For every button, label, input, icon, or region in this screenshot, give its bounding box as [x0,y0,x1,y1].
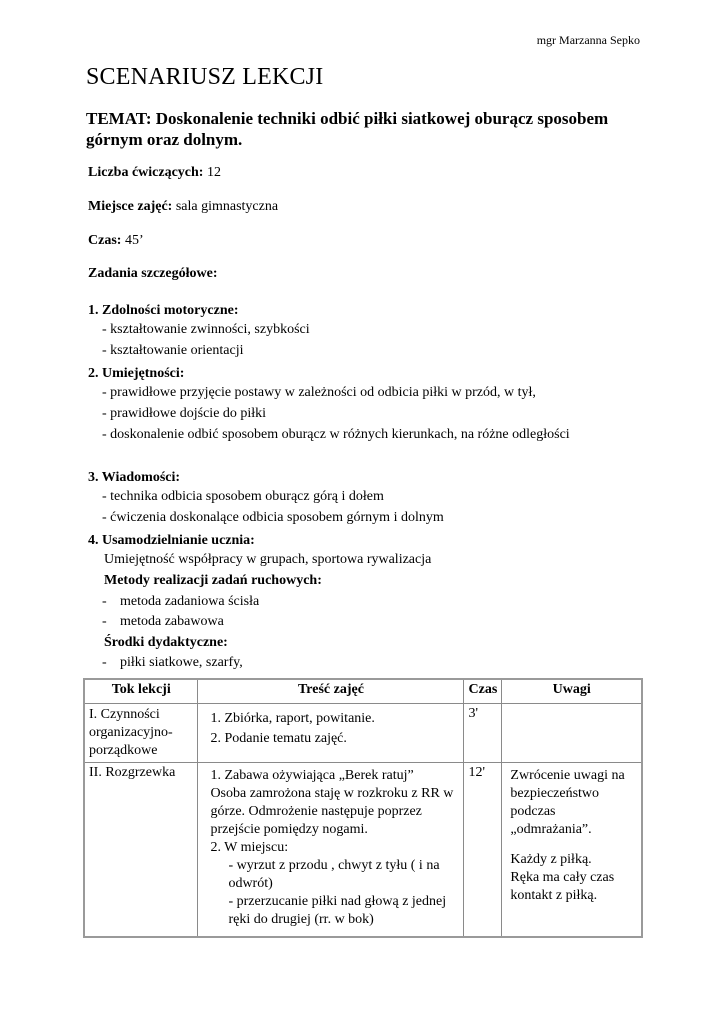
header-time: Czas [464,679,502,704]
list-item: - kształtowanie orientacji [102,343,244,358]
means-title: Środki dydaktyczne: [104,635,228,650]
row1-stage [84,704,198,763]
content-line: - przerzucanie piłki nad głową z jednej ręki do drugiej (rr. w bok) [228,894,447,927]
section-autonomy-title: 4. Usamodzielnianie ucznia: [88,533,255,548]
row2-content [198,763,464,937]
content-line: 1. Zabawa ożywiająca „Berek ratuj” [210,768,414,783]
place-label: Miejsce zajęć: [88,199,173,214]
table-header-row [84,679,642,704]
autonomy-text: Umiejętność współpracy w grupach, sportowa rywalizacja [104,552,432,567]
content-line: 1. Zbiórka, raport, powitanie. [210,711,375,726]
list-item: - prawidłowe dojście do piłki [102,406,267,421]
lesson-time [88,233,144,249]
list-item: metoda zadaniowa ścisła [120,594,260,609]
time-label: Czas: [88,233,122,248]
list-item: metoda zabawowa [120,614,224,629]
lesson-table [83,678,643,938]
row1-notes [502,704,642,763]
lesson-place [88,199,278,215]
row1-content [198,704,464,763]
header-notes: Uwagi [502,679,642,704]
list-item: - technika odbicia sposobem oburącz górą i dołem [102,489,384,504]
row2-stage: II. Rozgrzewka [84,763,198,937]
notes-line: Zwrócenie uwagi na bezpieczeństwo podczas „odmrażania”. [510,768,625,837]
dash-marker: - [102,614,107,629]
content-line: - wyrzut z przodu , chwyt z tyłu ( i na odwrót) [228,858,440,891]
table-row [84,704,642,763]
list-item: - kształtowanie zwinności, szybkości [102,322,310,337]
content-line: 2. Podanie tematu zajęć. [210,731,347,746]
lesson-topic: TEMAT: Doskonalenie techniki odbić piłki siatkowej oburącz sposobem górnym oraz dolnym. [86,109,609,149]
notes-line: Każdy z piłką. [510,852,592,867]
methods-title: Metody realizacji zadań ruchowych: [104,573,322,588]
row1-time: 3' [464,704,502,763]
list-item: - prawidłowe przyjęcie postawy w zależności od odbicia piłki w przód, w tył, [102,385,536,400]
row2-notes [502,763,642,937]
table-row [84,763,642,937]
participants-label: Liczba ćwiczących: [88,165,204,180]
dash-marker: - [102,655,107,670]
participants-count [88,165,221,181]
stage-text: I. Czynności organizacyjno-porządkowe [89,707,173,758]
author-name: mgr Marzanna Sepko [536,33,640,47]
section-skills-title: 2. Umiejętności: [88,366,185,381]
document-title: SCENARIUSZ LEKCJI [86,64,324,90]
section-motor-title: 1. Zdolności motoryczne: [88,303,239,318]
list-item: - doskonalenie odbić sposobem oburącz w różnych kierunkach, na różne odległości [102,427,570,442]
list-item: - ćwiczenia doskonalące odbicia sposobem górnym i dolnym [102,510,444,525]
notes-line: Ręka ma cały czas kontakt z piłką. [510,870,615,903]
dash-marker: - [102,594,107,609]
header-stage: Tok lekcji [84,679,198,704]
time-value: 45’ [124,233,144,248]
tasks-heading: Zadania szczegółowe: [88,266,218,281]
content-line: 2. W miejscu: [210,840,289,855]
header-content: Treść zajęć [198,679,464,704]
section-knowledge-title: 3. Wiadomości: [88,470,181,485]
list-item: piłki siatkowe, szarfy, [120,655,243,670]
place-value: sala gimnastyczna [175,199,279,214]
row2-time: 12' [464,763,502,937]
participants-value: 12 [206,165,221,180]
content-line: Osoba zamrożona staję w rozkroku z RR w górze. Odmrożenie następuje poprzez przejście pomiędzy nogami. [210,786,454,837]
